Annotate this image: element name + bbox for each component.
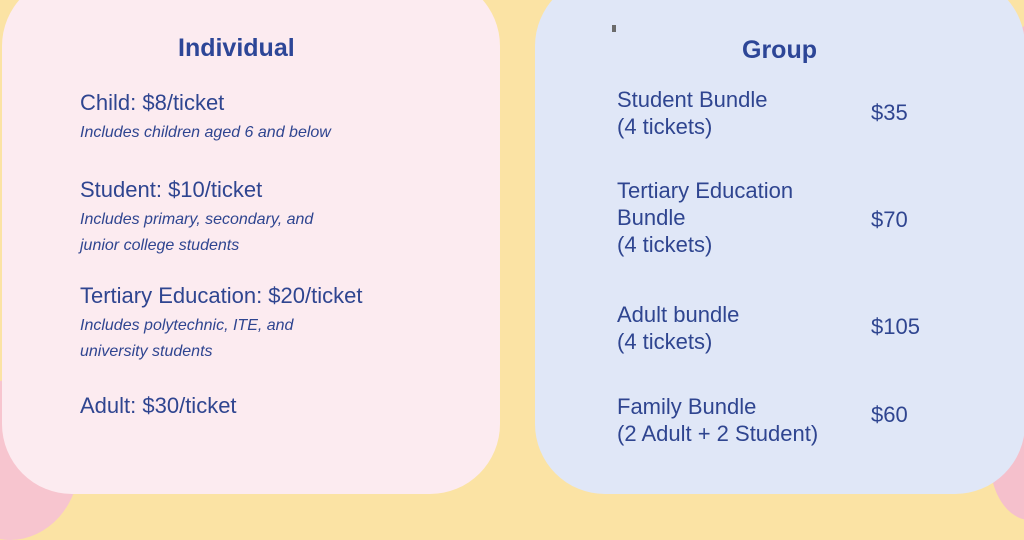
student-description: Includes primary, secondary, and junior college students bbox=[80, 211, 314, 254]
student-bundle-price: $35 bbox=[871, 100, 908, 125]
student-bundle-label: Student Bundle (4 tickets) bbox=[617, 87, 768, 139]
student-price: Student: $10/ticket bbox=[80, 177, 263, 202]
tertiary-price: Tertiary Education: $20/ticket bbox=[80, 283, 363, 308]
family-bundle-label: Family Bundle (2 Adult + 2 Student) bbox=[617, 394, 819, 446]
tertiary-bundle-price: $70 bbox=[871, 207, 908, 232]
cursor-mark bbox=[612, 25, 616, 32]
group-heading: Group bbox=[742, 36, 817, 64]
tertiary-description: Includes polytechnic, ITE, and university students bbox=[80, 317, 294, 360]
child-description: Includes children aged 6 and below bbox=[80, 124, 331, 141]
family-bundle-price: $60 bbox=[871, 402, 908, 427]
adult-price: Adult: $30/ticket bbox=[80, 393, 237, 418]
individual-heading: Individual bbox=[178, 34, 295, 62]
adult-bundle-price: $105 bbox=[871, 314, 920, 339]
tertiary-bundle-label: Tertiary Education Bundle (4 tickets) bbox=[617, 178, 794, 257]
adult-bundle-label: Adult bundle (4 tickets) bbox=[617, 302, 740, 354]
child-price: Child: $8/ticket bbox=[80, 90, 225, 115]
